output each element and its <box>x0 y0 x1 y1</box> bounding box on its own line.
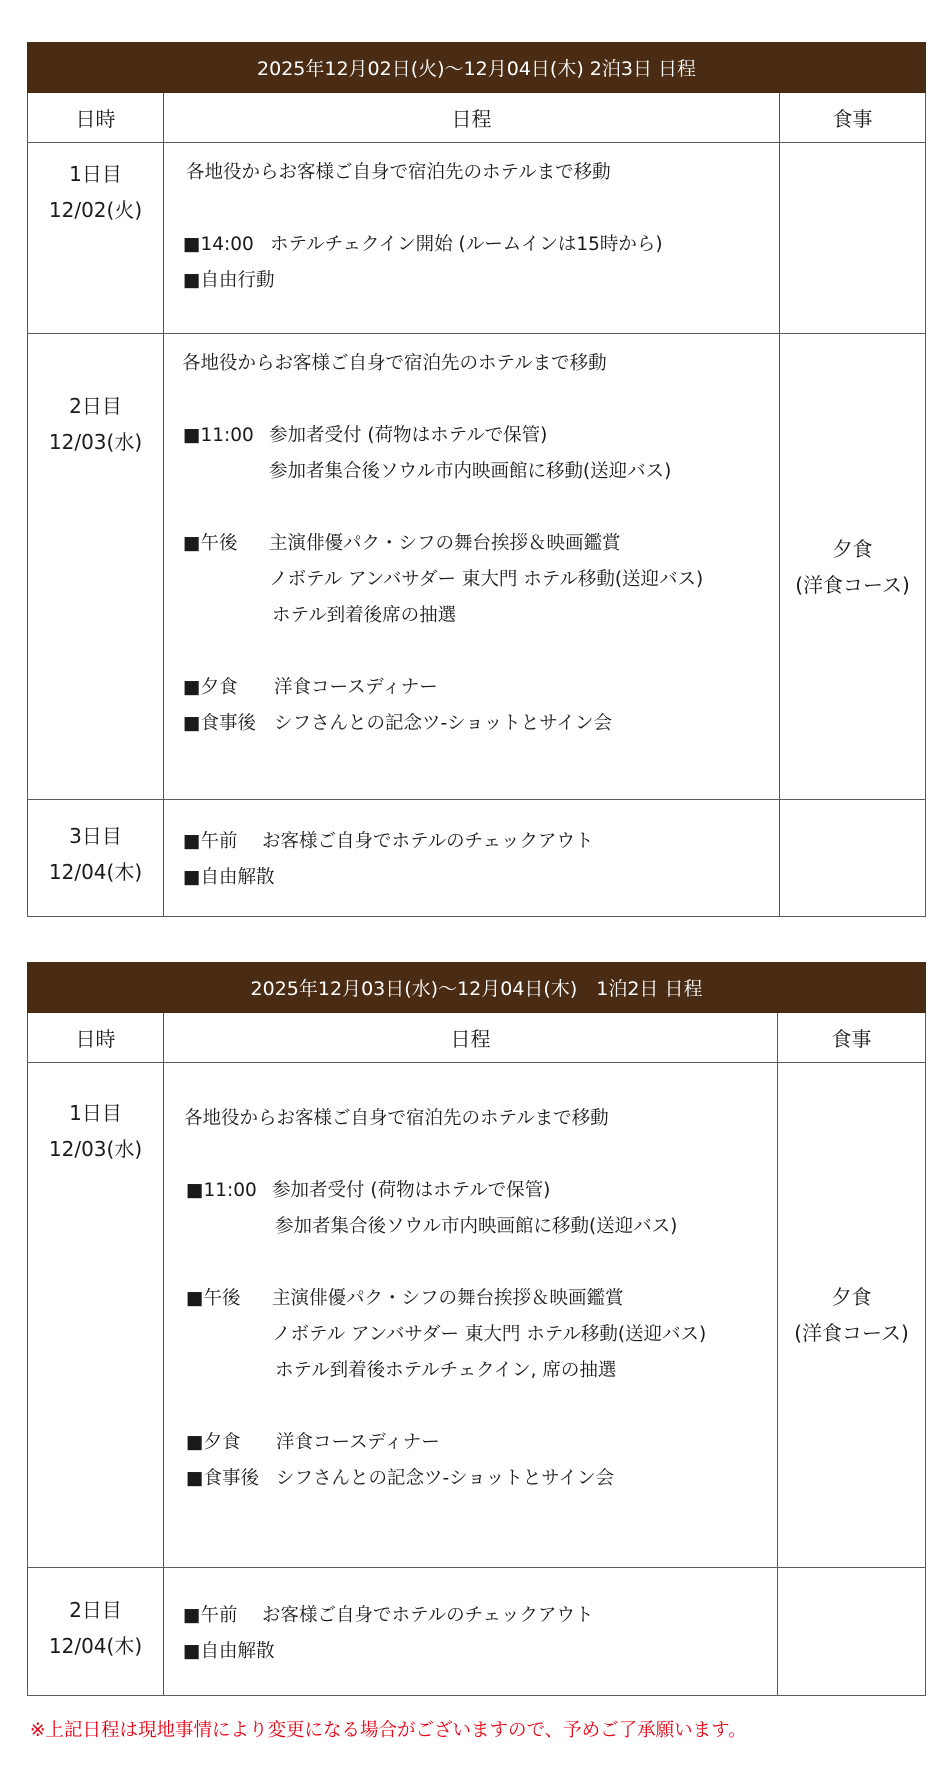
schedule-text: お客様ご自身でホテルのチェックアウト <box>262 831 594 852</box>
schedule-text: ホテル到着後席の抽選 <box>272 605 457 626</box>
schedule-marker: ■午前 <box>183 831 238 852</box>
schedule-text: ホテルチェクイン開始 (ルームインは15時から) <box>270 234 663 255</box>
schedule-marker: ■11:00 <box>186 1180 257 1201</box>
schedule-text: 主演俳優パク・シフの舞台挨拶＆映画鑑賞 <box>269 533 621 554</box>
schedule-text: ノボテル アンバサダー 東大門 ホテル移動(送迎バス) <box>272 1324 707 1345</box>
schedule-marker: ■11:00 <box>183 425 254 446</box>
schedule-text: 参加者受付 (荷物はホテルで保管) <box>269 425 548 446</box>
itinerary-table-3day <box>27 42 926 917</box>
meal-cell <box>780 800 926 917</box>
schedule-text: 参加者集合後ソウル市内映画館に移動(送迎バス) <box>275 1216 678 1237</box>
day-label: 2日目 <box>69 394 122 418</box>
schedule-text: 参加者集合後ソウル市内映画館に移動(送迎バス) <box>269 461 672 482</box>
meal-detail: (洋食コース) <box>794 1321 909 1345</box>
day-label: 2日目 <box>69 1598 122 1622</box>
schedule-text: 各地役からお客様ご自身で宿泊先のホテルまで移動 <box>184 1108 609 1129</box>
day-row <box>28 334 926 800</box>
schedule-text: ノボテル アンバサダー 東大門 ホテル移動(送迎バス) <box>269 569 704 590</box>
meal-detail: (洋食コース) <box>795 572 910 597</box>
schedule-text: 各地役からお客様ご自身で宿泊先のホテルまで移動 <box>186 162 611 183</box>
schedule-text: ホテル到着後ホテルチェクイン, 席の抽選 <box>275 1360 617 1381</box>
day-row <box>28 1568 926 1696</box>
schedule-text: シフさんとの記念ツ-ショットとサイン会 <box>276 1468 615 1489</box>
schedule-marker: ■午後 <box>186 1288 241 1309</box>
day-row <box>28 1063 926 1568</box>
table-title: 2025年12月03日(水)〜12月04日(木) 1泊2日 日程 <box>28 963 926 1013</box>
header-meal: 食事 <box>778 1013 926 1063</box>
day-date: 12/02(火) <box>48 198 143 222</box>
day-date: 12/03(水) <box>48 430 143 454</box>
schedule-text: 洋食コースディナー <box>274 677 438 698</box>
header-schedule: 日程 <box>164 93 780 143</box>
day-date: 12/04(木) <box>48 860 143 884</box>
header-date: 日時 <box>28 1013 164 1063</box>
meal-label: 夕食 <box>831 1285 872 1309</box>
schedule-marker: ■自由行動 <box>183 270 275 291</box>
header-meal: 食事 <box>780 93 926 143</box>
schedule-marker: ■夕食 <box>183 677 238 698</box>
disclaimer-note: ※上記日程は現地事情により変更になる場合がございますので、予めご了承願います。 <box>30 1720 747 1741</box>
schedule-marker: ■午後 <box>183 533 238 554</box>
day-label: 3日目 <box>69 824 122 848</box>
day-cell <box>28 1063 164 1568</box>
day-cell <box>28 1568 164 1696</box>
day-row <box>28 143 926 334</box>
schedule-marker: ■夕食 <box>186 1432 241 1453</box>
schedule-marker: ■食事後 <box>183 713 256 734</box>
schedule-text: 参加者受付 (荷物はホテルで保管) <box>272 1180 551 1201</box>
schedule-text: 各地役からお客様ご自身で宿泊先のホテルまで移動 <box>182 353 607 374</box>
meal-label: 夕食 <box>832 536 873 561</box>
meal-cell <box>780 334 926 800</box>
meal-cell <box>778 1063 926 1568</box>
schedule-cell <box>164 1568 778 1696</box>
schedule-marker: ■自由解散 <box>183 867 275 888</box>
day-label: 1日目 <box>69 1101 122 1125</box>
schedule-marker: ■午前 <box>183 1605 238 1626</box>
itinerary-table-2day <box>27 962 926 1696</box>
schedule-cell <box>164 143 780 334</box>
schedule-text: お客様ご自身でホテルのチェックアウト <box>262 1605 594 1626</box>
schedule-cell <box>164 1063 778 1568</box>
schedule-cell <box>164 334 780 800</box>
day-cell <box>28 334 164 800</box>
day-cell <box>28 143 164 334</box>
meal-cell <box>778 1568 926 1696</box>
schedule-cell <box>164 800 780 917</box>
schedule-text: 洋食コースディナー <box>276 1432 440 1453</box>
day-cell <box>28 800 164 917</box>
schedule-text: シフさんとの記念ツ-ショットとサイン会 <box>274 713 613 734</box>
day-label: 1日目 <box>69 162 122 186</box>
header-date: 日時 <box>28 93 164 143</box>
day-row <box>28 800 926 917</box>
schedule-marker: ■自由解散 <box>183 1641 275 1662</box>
day-date: 12/03(水) <box>48 1137 143 1161</box>
schedule-marker: ■14:00 <box>183 234 254 255</box>
day-date: 12/04(木) <box>48 1634 143 1658</box>
meal-cell <box>780 143 926 334</box>
table-title: 2025年12月02日(火)〜12月04日(木) 2泊3日 日程 <box>28 43 926 93</box>
schedule-text: 主演俳優パク・シフの舞台挨拶＆映画鑑賞 <box>272 1288 624 1309</box>
header-schedule: 日程 <box>164 1013 778 1063</box>
schedule-marker: ■食事後 <box>186 1468 259 1489</box>
